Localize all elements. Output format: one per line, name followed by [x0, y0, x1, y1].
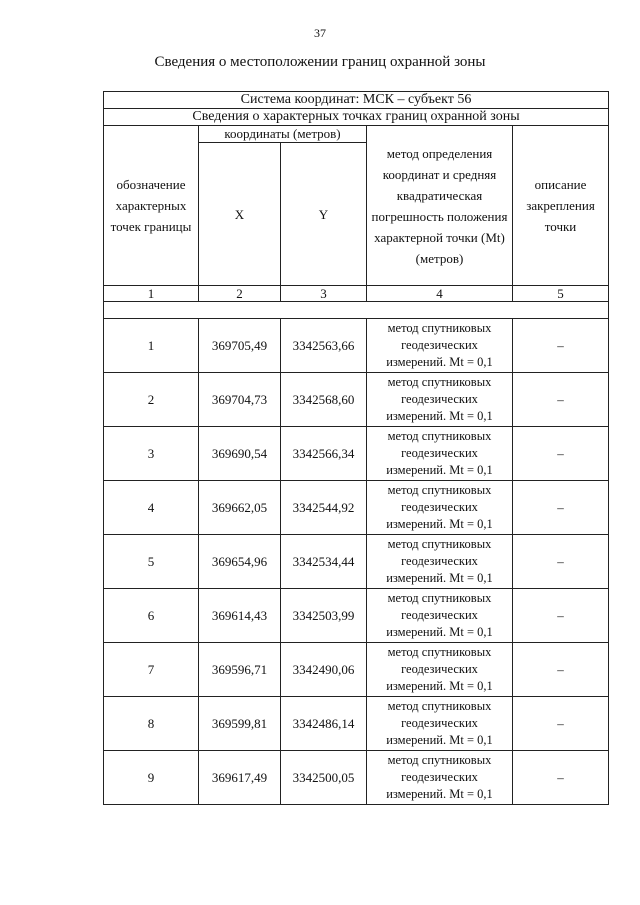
y-coordinate-cell: 3342566,34 — [281, 427, 367, 481]
description-cell: – — [513, 373, 609, 427]
x-coordinate-cell: 369614,43 — [199, 589, 281, 643]
page-number: 37 — [314, 26, 326, 40]
y-coordinate-cell: 3342534,44 — [281, 535, 367, 589]
table-row — [104, 427, 609, 481]
description-cell: – — [513, 643, 609, 697]
header-point-designation: обозначение характерных точек границы — [104, 126, 199, 286]
table-subtitle: Сведения о характерных точках границ охранной зоны — [104, 109, 609, 126]
table-row — [104, 481, 609, 535]
table-row — [104, 697, 609, 751]
document-title: Сведения о местоположении границ охранной зоны — [154, 54, 486, 70]
description-cell: – — [513, 589, 609, 643]
description-cell: – — [513, 697, 609, 751]
spacer-row — [104, 302, 609, 319]
y-coordinate-cell: 3342563,66 — [281, 319, 367, 373]
x-coordinate-cell: 369662,05 — [199, 481, 281, 535]
y-coordinate-cell: 3342486,14 — [281, 697, 367, 751]
description-cell: – — [513, 481, 609, 535]
method-cell: метод спутниковых геодезических измерений. Mt = 0,1 — [367, 481, 513, 535]
method-cell: метод спутниковых геодезических измерений. Mt = 0,1 — [367, 427, 513, 481]
method-cell: метод спутниковых геодезических измерений. Mt = 0,1 — [367, 697, 513, 751]
y-coordinate-cell: 3342500,05 — [281, 751, 367, 805]
column-number: 5 — [513, 286, 609, 302]
point-number-cell: 2 — [104, 373, 199, 427]
header-coordinates: координаты (метров) — [199, 126, 367, 143]
method-cell: метод спутниковых геодезических измерений. Mt = 0,1 — [367, 751, 513, 805]
method-cell: метод спутниковых геодезических измерений. Mt = 0,1 — [367, 319, 513, 373]
x-coordinate-cell: 369654,96 — [199, 535, 281, 589]
table-row — [104, 643, 609, 697]
spacer-cell — [104, 302, 609, 319]
table-row — [104, 319, 609, 373]
description-cell: – — [513, 319, 609, 373]
x-coordinate-cell: 369596,71 — [199, 643, 281, 697]
method-cell: метод спутниковых геодезических измерений. Mt = 0,1 — [367, 535, 513, 589]
x-coordinate-cell: 369705,49 — [199, 319, 281, 373]
point-number-cell: 4 — [104, 481, 199, 535]
table-row — [104, 751, 609, 805]
point-number-cell: 3 — [104, 427, 199, 481]
header-method: метод определения координат и средняя квадратическая погрешность положения характерной точки (Mt) (метров) — [367, 126, 513, 286]
point-number-cell: 5 — [104, 535, 199, 589]
column-number: 1 — [104, 286, 199, 302]
table-row — [104, 589, 609, 643]
header-description: описание закрепления точки — [513, 126, 609, 286]
column-number: 2 — [199, 286, 281, 302]
point-number-cell: 7 — [104, 643, 199, 697]
y-coordinate-cell: 3342503,99 — [281, 589, 367, 643]
boundary-points-table — [103, 91, 609, 805]
y-coordinate-cell: 3342490,06 — [281, 643, 367, 697]
x-coordinate-cell: 369690,54 — [199, 427, 281, 481]
method-cell: метод спутниковых геодезических измерений. Mt = 0,1 — [367, 373, 513, 427]
method-cell: метод спутниковых геодезических измерений. Mt = 0,1 — [367, 643, 513, 697]
point-number-cell: 1 — [104, 319, 199, 373]
x-coordinate-cell: 369599,81 — [199, 697, 281, 751]
method-cell: метод спутниковых геодезических измерений. Mt = 0,1 — [367, 589, 513, 643]
column-number: 3 — [281, 286, 367, 302]
point-number-cell: 8 — [104, 697, 199, 751]
table-row — [104, 535, 609, 589]
column-number: 4 — [367, 286, 513, 302]
header-x: X — [199, 143, 281, 286]
coordinate-system-header: Система координат: МСК – субъект 56 — [104, 92, 609, 109]
x-coordinate-cell: 369704,73 — [199, 373, 281, 427]
description-cell: – — [513, 427, 609, 481]
y-coordinate-cell: 3342544,92 — [281, 481, 367, 535]
description-cell: – — [513, 751, 609, 805]
description-cell: – — [513, 535, 609, 589]
table-row — [104, 373, 609, 427]
x-coordinate-cell: 369617,49 — [199, 751, 281, 805]
point-number-cell: 6 — [104, 589, 199, 643]
y-coordinate-cell: 3342568,60 — [281, 373, 367, 427]
header-y: Y — [281, 143, 367, 286]
point-number-cell: 9 — [104, 751, 199, 805]
